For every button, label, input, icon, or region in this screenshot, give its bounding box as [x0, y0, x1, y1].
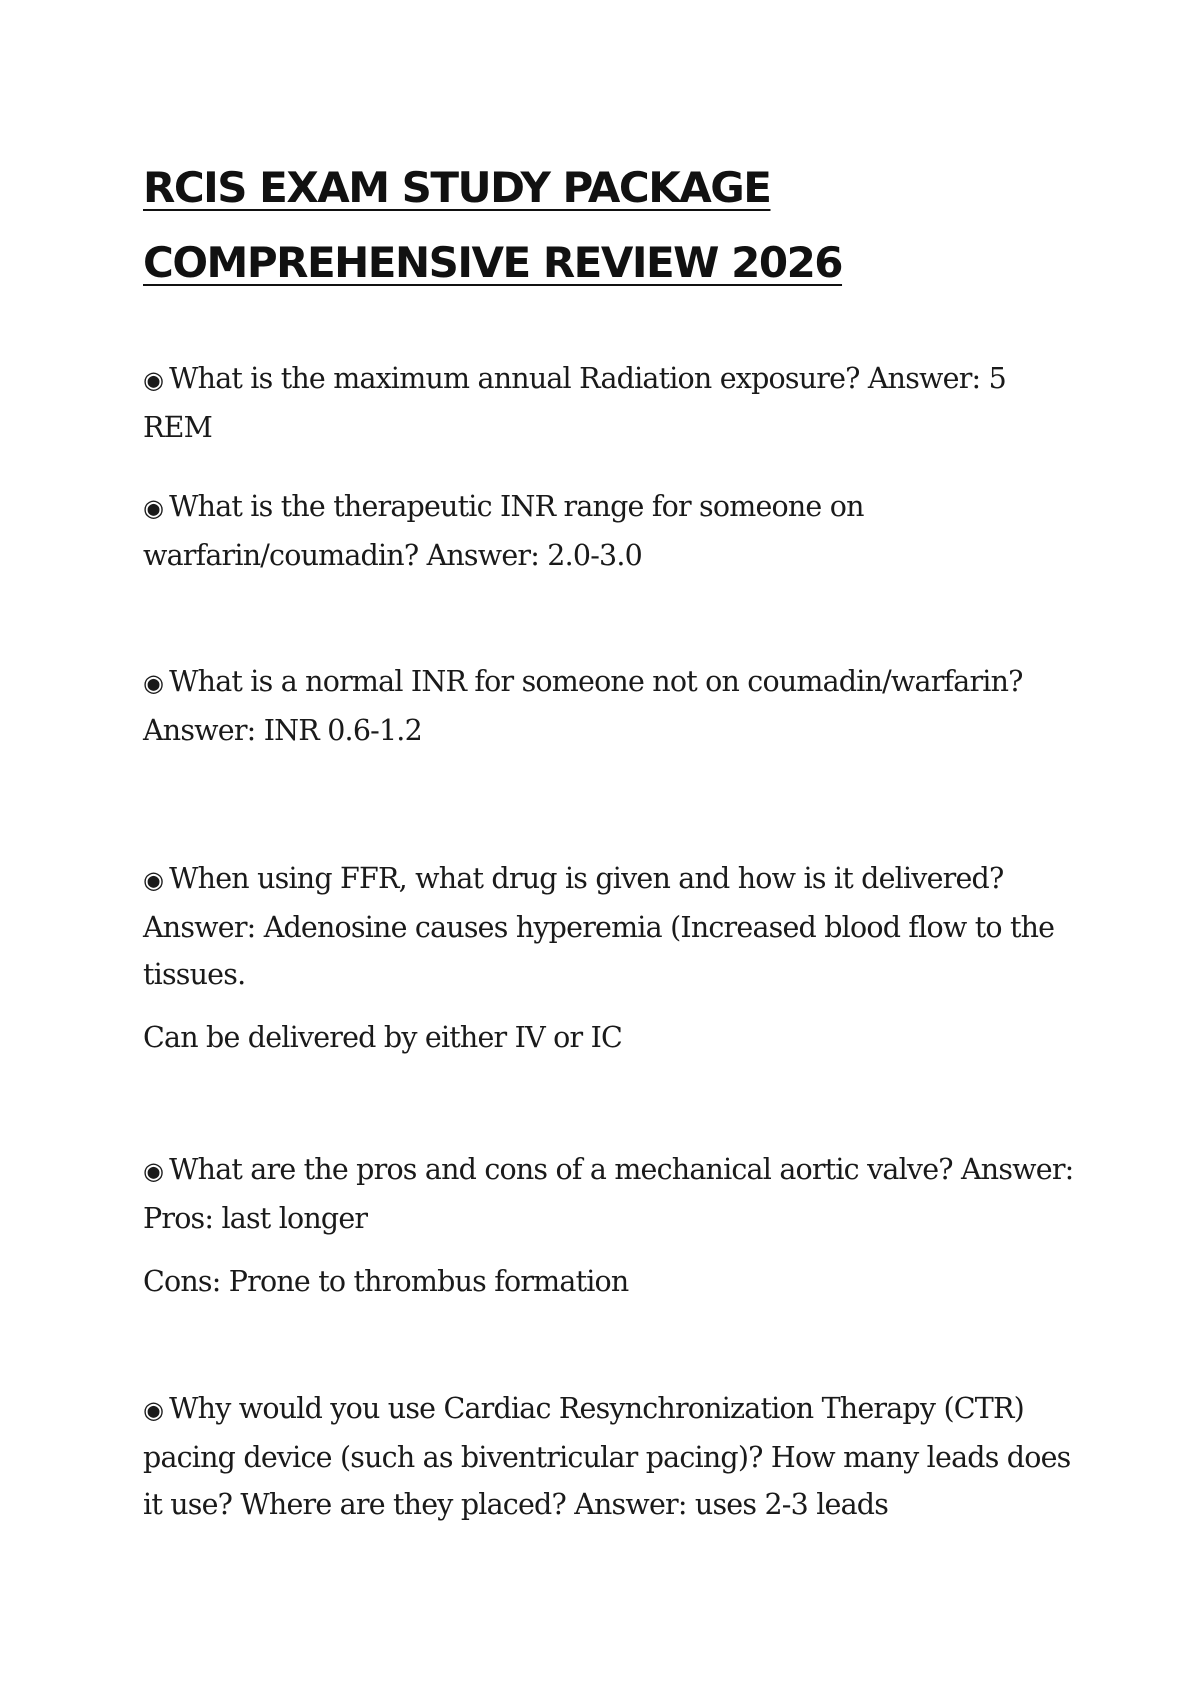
qa-question: ◉ What is a normal INR for someone not on coumadin/warfarin? Answer: INR 0.6-1.2 — [143, 665, 1023, 747]
qa-item-normal-inr — [143, 658, 1083, 754]
qa-question: ◉ What is the therapeutic INR range for someone on warfarin/coumadin? Answer: 2.0-3.0 — [143, 490, 864, 572]
radio-bullet-icon: ◉ — [143, 669, 164, 697]
document-header — [143, 150, 1073, 300]
qa-item-therapeutic-inr — [143, 483, 1083, 579]
radio-bullet-icon: ◉ — [143, 866, 164, 894]
radio-bullet-icon: ◉ — [143, 494, 164, 522]
qa-item-crt-pacing — [143, 1385, 1083, 1528]
radio-bullet-icon: ◉ — [143, 1157, 164, 1185]
qa-question: ◉ What are the pros and cons of a mechanical aortic valve? Answer: Pros: last longer — [143, 1153, 1074, 1235]
qa-answer-detail: Cons: Prone to thrombus formation — [143, 1265, 629, 1298]
qa-question: ◉ When using FFR, what drug is given and how is it delivered? Answer: Adenosine causes hyperemia (Increased blood flow to the tissues. — [143, 862, 1055, 991]
radio-bullet-icon: ◉ — [143, 1396, 164, 1424]
qa-item-radiation-exposure — [143, 355, 1083, 451]
document-title: RCIS EXAM STUDY PACKAGE COMPREHENSIVE REVIEW 2026 — [143, 163, 843, 287]
qa-item-mechanical-valve — [143, 1146, 1083, 1305]
qa-question: ◉ What is the maximum annual Radiation exposure? Answer: 5 REM — [143, 362, 1006, 444]
qa-answer-detail: Can be delivered by either IV or IC — [143, 1021, 623, 1054]
qa-question: ◉ Why would you use Cardiac Resynchronization Therapy (CTR) pacing device (such as biventricular pacing)? How many leads does it use? Where are they placed? Answer: uses 2-3 leads — [143, 1392, 1071, 1521]
radio-bullet-icon: ◉ — [143, 366, 164, 394]
qa-item-ffr-drug — [143, 855, 1083, 1061]
